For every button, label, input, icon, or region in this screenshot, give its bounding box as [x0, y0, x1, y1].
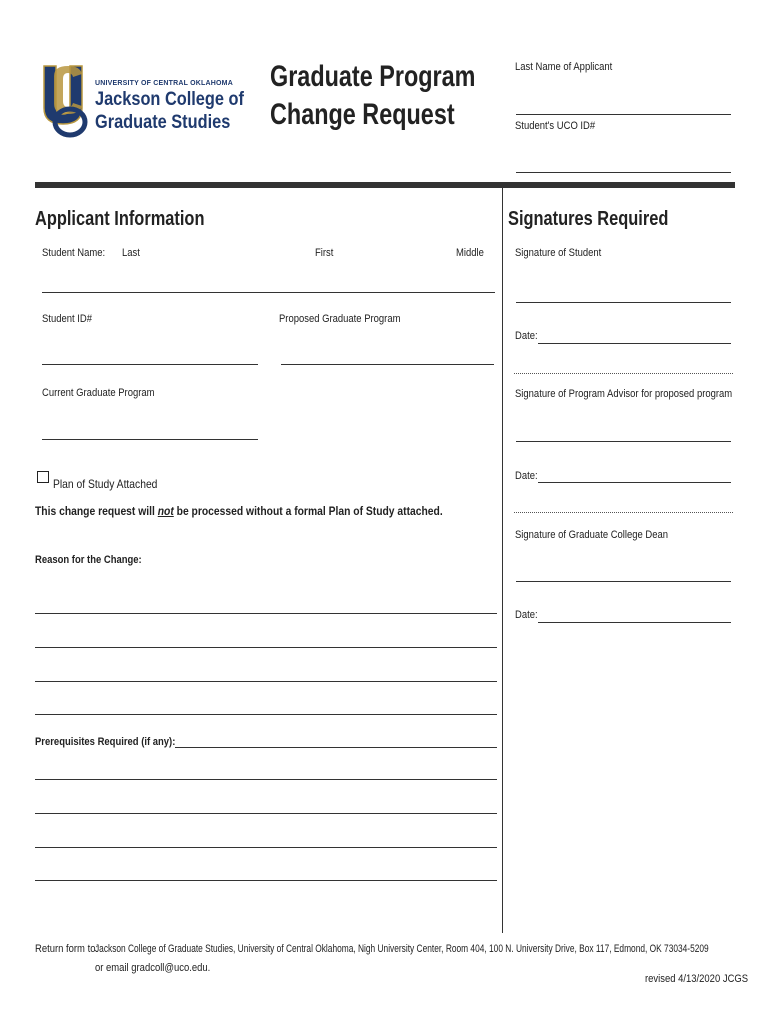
first-label: First [315, 247, 334, 259]
current-program-label: Current Graduate Program [42, 387, 155, 399]
dean-date-label: Date: [515, 609, 538, 621]
reason-line-2[interactable] [35, 647, 497, 648]
title-line1: Graduate Program [270, 60, 476, 93]
uco-mark-icon [40, 62, 100, 138]
prereq-line-5[interactable] [35, 880, 497, 881]
prereq-line-4[interactable] [35, 847, 497, 848]
prereq-line-3[interactable] [35, 813, 497, 814]
current-program-field[interactable] [42, 439, 258, 440]
last-name-field[interactable] [516, 114, 731, 115]
signatures-heading: Signatures Required [508, 208, 669, 230]
logo-college-line1: Jackson College of [95, 89, 244, 110]
last-name-label: Last Name of Applicant [515, 61, 613, 73]
reason-line-3[interactable] [35, 681, 497, 682]
student-name-field[interactable] [42, 292, 495, 293]
reason-line-4[interactable] [35, 714, 497, 715]
logo-college-line2: Graduate Studies [95, 112, 231, 133]
revised-date: revised 4/13/2020 JCGS [645, 973, 749, 985]
uco-id-field[interactable] [516, 172, 731, 173]
proposed-program-label: Proposed Graduate Program [279, 313, 401, 325]
return-address: Jackson College of Graduate Studies, University of Central Oklahoma, Nigh University Center, Room 404, 100 N. University Drive, Box 117, Edmond, OK 73034-5209 [95, 943, 709, 955]
header-divider [35, 182, 735, 188]
student-signature-label: Signature of Student [515, 247, 602, 259]
advisor-date-field[interactable] [538, 482, 731, 483]
logo-university: UNIVERSITY OF CENTRAL OKLAHOMA [95, 80, 233, 87]
student-name-label: Student Name: [42, 247, 106, 259]
advisor-signature-label: Signature of Program Advisor for proposed program [515, 388, 733, 400]
warning-prefix: This change request will [35, 504, 158, 518]
advisor-signature-field[interactable] [516, 441, 731, 442]
warning-suffix: be processed without a formal Plan of Study attached. [173, 504, 443, 518]
last-label: Last [122, 247, 140, 259]
applicant-heading: Applicant Information [35, 208, 205, 230]
prereq-line-2[interactable] [35, 779, 497, 780]
student-date-field[interactable] [538, 343, 731, 344]
section-separator-2 [514, 512, 733, 513]
form-title [270, 58, 533, 134]
middle-label: Middle [456, 247, 484, 259]
column-divider [502, 188, 503, 933]
student-signature-field[interactable] [516, 302, 731, 303]
plan-of-study-checkbox[interactable] [37, 471, 49, 483]
uco-id-label: Student's UCO ID# [515, 120, 596, 132]
reason-line-1[interactable] [35, 613, 497, 614]
reason-label: Reason for the Change: [35, 554, 142, 566]
dean-signature-field[interactable] [516, 581, 731, 582]
plan-of-study-label: Plan of Study Attached [53, 477, 158, 491]
prereq-line-1[interactable] [175, 747, 497, 748]
student-date-label: Date: [515, 330, 538, 342]
student-id-label: Student ID# [42, 313, 92, 325]
title-line2: Change Request [270, 98, 455, 131]
prereq-label: Prerequisites Required (if any): [35, 736, 176, 748]
warning-text [35, 504, 443, 518]
dean-date-field[interactable] [538, 622, 731, 623]
advisor-date-label: Date: [515, 470, 538, 482]
return-label: Return form to: [35, 943, 99, 955]
college-logo [40, 62, 244, 138]
return-email: or email gradcoll@uco.edu. [95, 962, 211, 974]
dean-signature-label: Signature of Graduate College Dean [515, 529, 669, 541]
section-separator-1 [514, 373, 733, 374]
proposed-program-field[interactable] [281, 364, 494, 365]
warning-emphasis: not [157, 504, 174, 518]
student-id-field[interactable] [42, 364, 258, 365]
